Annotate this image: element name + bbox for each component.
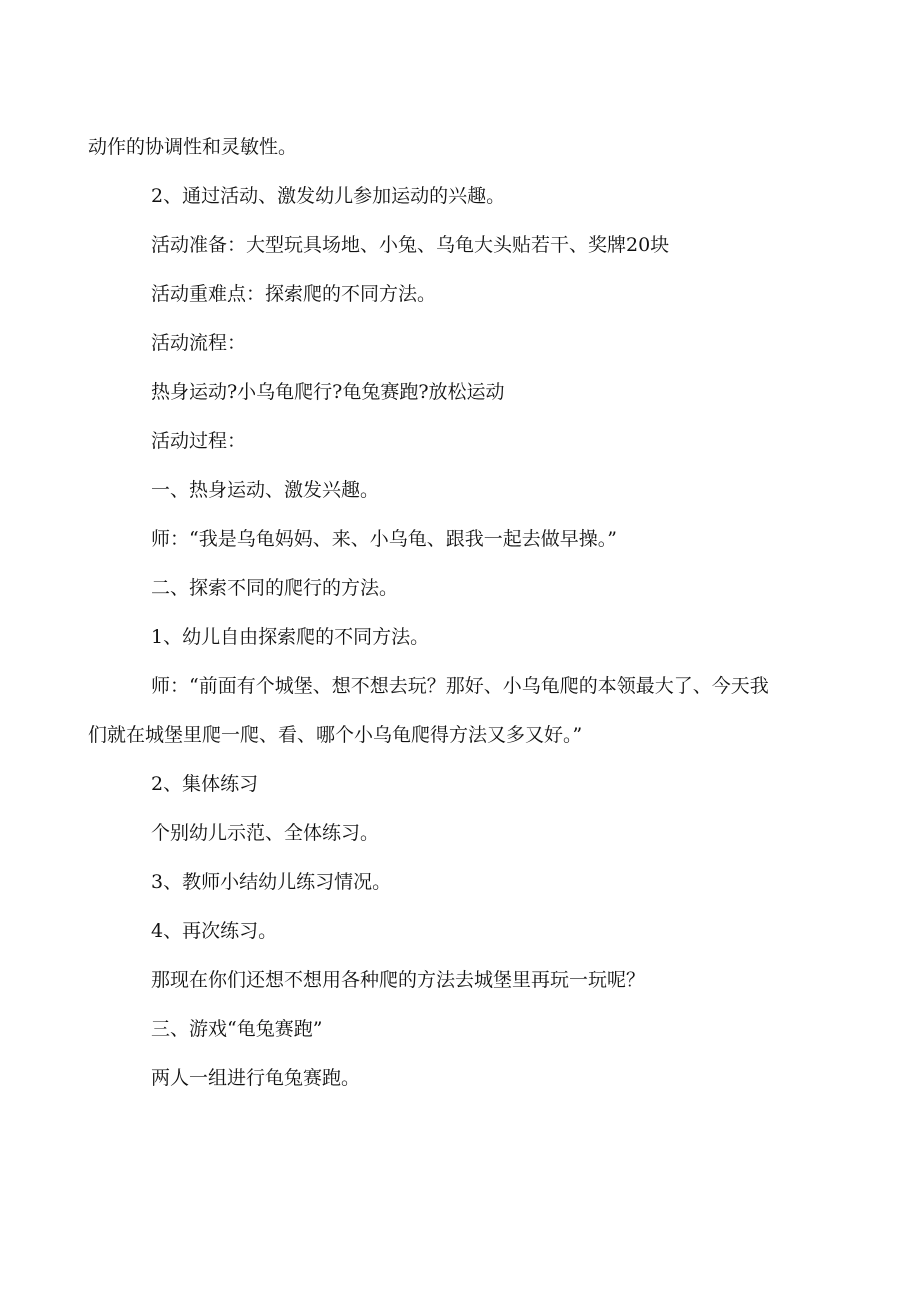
text-line: 们就在城堡里爬一爬、看、哪个小乌龟爬得方法又多又好。” xyxy=(88,724,583,746)
text-line: 活动准备：大型玩具场地、小兔、乌龟大头贴若干、奖牌20块 xyxy=(151,234,670,256)
text-line: 师：“前面有个城堡、想不想去玩？那好、小乌龟爬的本领最大了、今天我 xyxy=(151,675,769,697)
text-line: 活动重难点：探索爬的不同方法。 xyxy=(151,283,437,305)
text-line: 个别幼儿示范、全体练习。 xyxy=(151,822,380,844)
text-line: 二、探索不同的爬行的方法。 xyxy=(151,577,399,599)
text-line: 那现在你们还想不想用各种爬的方法去城堡里再玩一玩呢？ xyxy=(151,969,646,991)
text-line: 动作的协调性和灵敏性。 xyxy=(88,136,298,158)
text-line: 1、幼儿自由探索爬的不同方法。 xyxy=(151,626,430,648)
text-line: 师：“我是乌龟妈妈、来、小乌龟、跟我一起去做早操。” xyxy=(151,528,617,550)
text-line: 一、热身运动、激发兴趣。 xyxy=(151,479,380,501)
text-line: 4、再次练习。 xyxy=(151,920,278,942)
text-line: 两人一组进行龟兔赛跑。 xyxy=(151,1067,361,1089)
text-line: 活动过程： xyxy=(151,430,247,452)
text-line: 3、教师小结幼儿练习情况。 xyxy=(151,871,392,893)
text-line: 三、游戏“龟兔赛跑” xyxy=(151,1018,323,1040)
text-line: 活动流程： xyxy=(151,332,247,354)
text-line: 2、通过活动、激发幼儿参加运动的兴趣。 xyxy=(151,185,506,207)
text-line: 2、集体练习 xyxy=(151,773,259,795)
text-line: 热身运动?小乌龟爬行?龟兔赛跑?放松运动 xyxy=(151,381,505,403)
